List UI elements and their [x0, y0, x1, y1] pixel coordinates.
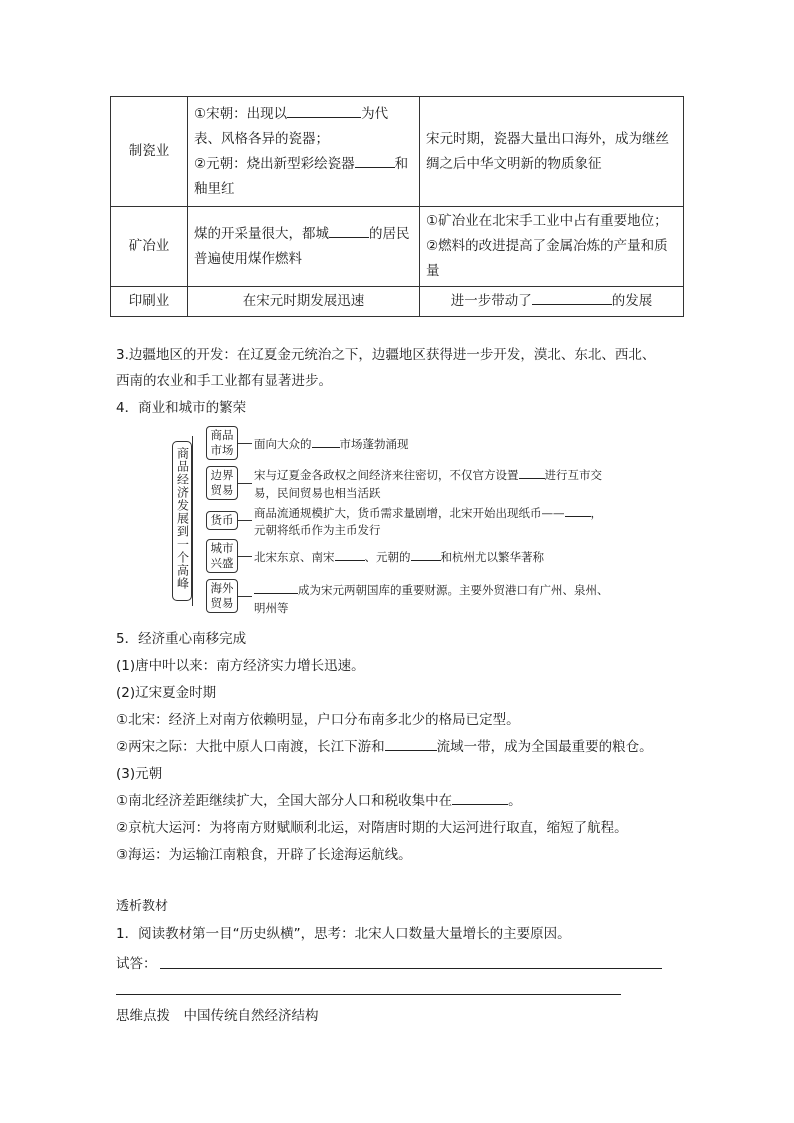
row-name: 印刷业 — [111, 287, 188, 317]
fill-blank — [532, 290, 612, 305]
text-segment: ②两宋之际：大批中原人口南渡，长江下游和 — [116, 739, 385, 755]
branch-box-currency: 货币 — [206, 511, 238, 530]
section-5-item: (2)辽宋夏金时期 — [116, 685, 217, 701]
branch-box-border-trade: 边界贸易 — [206, 466, 238, 500]
text-segment: 煤的开采量很大，都城 — [194, 225, 329, 242]
row-content — [188, 207, 420, 287]
fill-blank — [452, 790, 508, 805]
fill-blank — [385, 736, 437, 751]
analysis-title: 透析教材 — [116, 899, 169, 914]
row-content — [188, 97, 420, 207]
section-5-title: 5．经济重心南移完成 — [116, 631, 247, 647]
row-effect — [420, 207, 684, 287]
row-content: 在宋元时期发展迅速 — [188, 287, 420, 317]
branch-box-market: 商品市场 — [206, 426, 238, 460]
branch-text-market — [254, 436, 409, 452]
section-5-item: ①北宋：经济上对南方依赖明显，户口分布南多北少的格局已定型。 — [116, 712, 520, 728]
section-5-item — [116, 735, 653, 755]
text-segment: 流域一带，成为全国最重要的粮仓。 — [436, 739, 653, 755]
text-segment: 和釉里红 — [194, 155, 409, 197]
fill-blank — [411, 550, 441, 561]
branch-text-overseas-2: 明州等 — [254, 601, 289, 615]
diagram-root: 商品经济发展到一个高峰 — [172, 441, 192, 601]
fill-blank — [254, 583, 298, 594]
text-segment: 宋与辽夏金各政权之间经济来往密切，不仅官方设置 — [254, 468, 519, 482]
answer-label: 试答： — [116, 956, 157, 972]
fill-blank — [287, 103, 361, 118]
branch-box-cities: 城市兴盛 — [206, 539, 238, 573]
text-segment: ②燃料的改进提高了金属冶炼的产量和质量 — [426, 238, 668, 279]
crafts-table — [110, 96, 684, 317]
row-effect: 宋元时期，瓷器大量出口海外，成为继丝绸之后中华文明新的物质象征 — [420, 97, 684, 207]
text-segment: 、元朝的 — [364, 550, 411, 564]
text-segment: ②元朝：烧出新型彩绘瓷器 — [194, 155, 355, 172]
connector — [238, 556, 252, 557]
text-segment: 进一步带动了 — [450, 293, 532, 309]
table-row — [111, 287, 684, 317]
branch-text-border-trade — [254, 467, 602, 483]
row-name: 矿冶业 — [111, 207, 188, 287]
section-5-item: (1)唐中叶以来：南方经济实力增长迅速。 — [116, 658, 365, 674]
answer-line[interactable] — [116, 994, 621, 995]
text-segment: 面向大众的 — [254, 437, 312, 451]
connector — [238, 520, 252, 521]
text-segment: 成为宋元两朝国库的重要财源。主要外贸港口有广州、泉州、 — [298, 583, 609, 597]
text-segment: ①南北经济差距继续扩大，全国大部分人口和税收集中在 — [116, 793, 453, 809]
fill-blank — [329, 223, 369, 238]
row-effect — [420, 287, 684, 317]
thinking-tip: 思维点拨 中国传统自然经济结构 — [116, 1008, 319, 1024]
section-5-item: (3)元朝 — [116, 766, 163, 782]
text-segment: 进行互市交 — [544, 468, 602, 482]
text-segment: 为代表、风格各异的瓷器； — [194, 105, 389, 147]
text-segment: ， — [590, 506, 602, 520]
text-segment: 的发展 — [611, 293, 653, 309]
branch-text-overseas — [254, 582, 609, 598]
answer-line[interactable] — [160, 968, 662, 969]
connector — [238, 483, 252, 484]
branch-text-cities — [254, 549, 544, 565]
section-4-title: 4．商业和城市的繁荣 — [116, 400, 247, 416]
connector — [238, 596, 252, 597]
branch-box-overseas: 海外贸易 — [206, 579, 238, 613]
fill-blank — [519, 468, 545, 479]
text-segment: 市场蓬勃涌现 — [339, 437, 409, 451]
analysis-question: 1．阅读教材第一目“历史纵横”，思考：北宋人口数量大量增长的主要原因。 — [116, 926, 571, 942]
text-segment: 商品流通规模扩大，货币需求量剧增，北宋开始出现纸币—— — [254, 506, 565, 520]
section-3-line2: 西南的农业和手工业都有显著进步。 — [116, 373, 332, 389]
branch-text-currency-2: 元朝将纸币作为主币发行 — [254, 523, 381, 537]
fill-blank — [335, 550, 365, 561]
branch-text-currency — [254, 505, 602, 521]
text-segment: 和杭州尤以繁华著称 — [440, 550, 544, 564]
connector — [238, 443, 252, 444]
table-row — [111, 97, 684, 207]
table-row — [111, 207, 684, 287]
section-5-item — [116, 789, 522, 809]
section-5-item: ②京杭大运河：为将南方财赋顺利北运，对隋唐时期的大运河进行取直，缩短了航程。 — [116, 820, 628, 836]
section-5-item: ③海运：为运输江南粮食，开辟了长途海运航线。 — [116, 847, 412, 863]
fill-blank — [355, 153, 395, 168]
fill-blank — [565, 506, 591, 517]
branch-text-border-trade-2: 易，民间贸易也相当活跃 — [254, 486, 381, 500]
row-name: 制瓷业 — [111, 97, 188, 207]
text-segment: 北宋东京、南宋 — [254, 550, 335, 564]
fill-blank — [312, 437, 340, 448]
text-segment: ①矿冶业在北宋手工业中占有重要地位； — [426, 213, 668, 229]
text-segment: ①宋朝：出现以 — [194, 105, 288, 122]
diagram-brace — [192, 436, 205, 606]
section-3-line1: 3.边疆地区的开发：在辽夏金元统治之下，边疆地区获得进一步开发，漠北、东北、西北、 — [116, 347, 656, 363]
text-segment: 的居民普遍使用煤作燃料 — [194, 225, 410, 267]
text-segment: 。 — [508, 793, 522, 809]
